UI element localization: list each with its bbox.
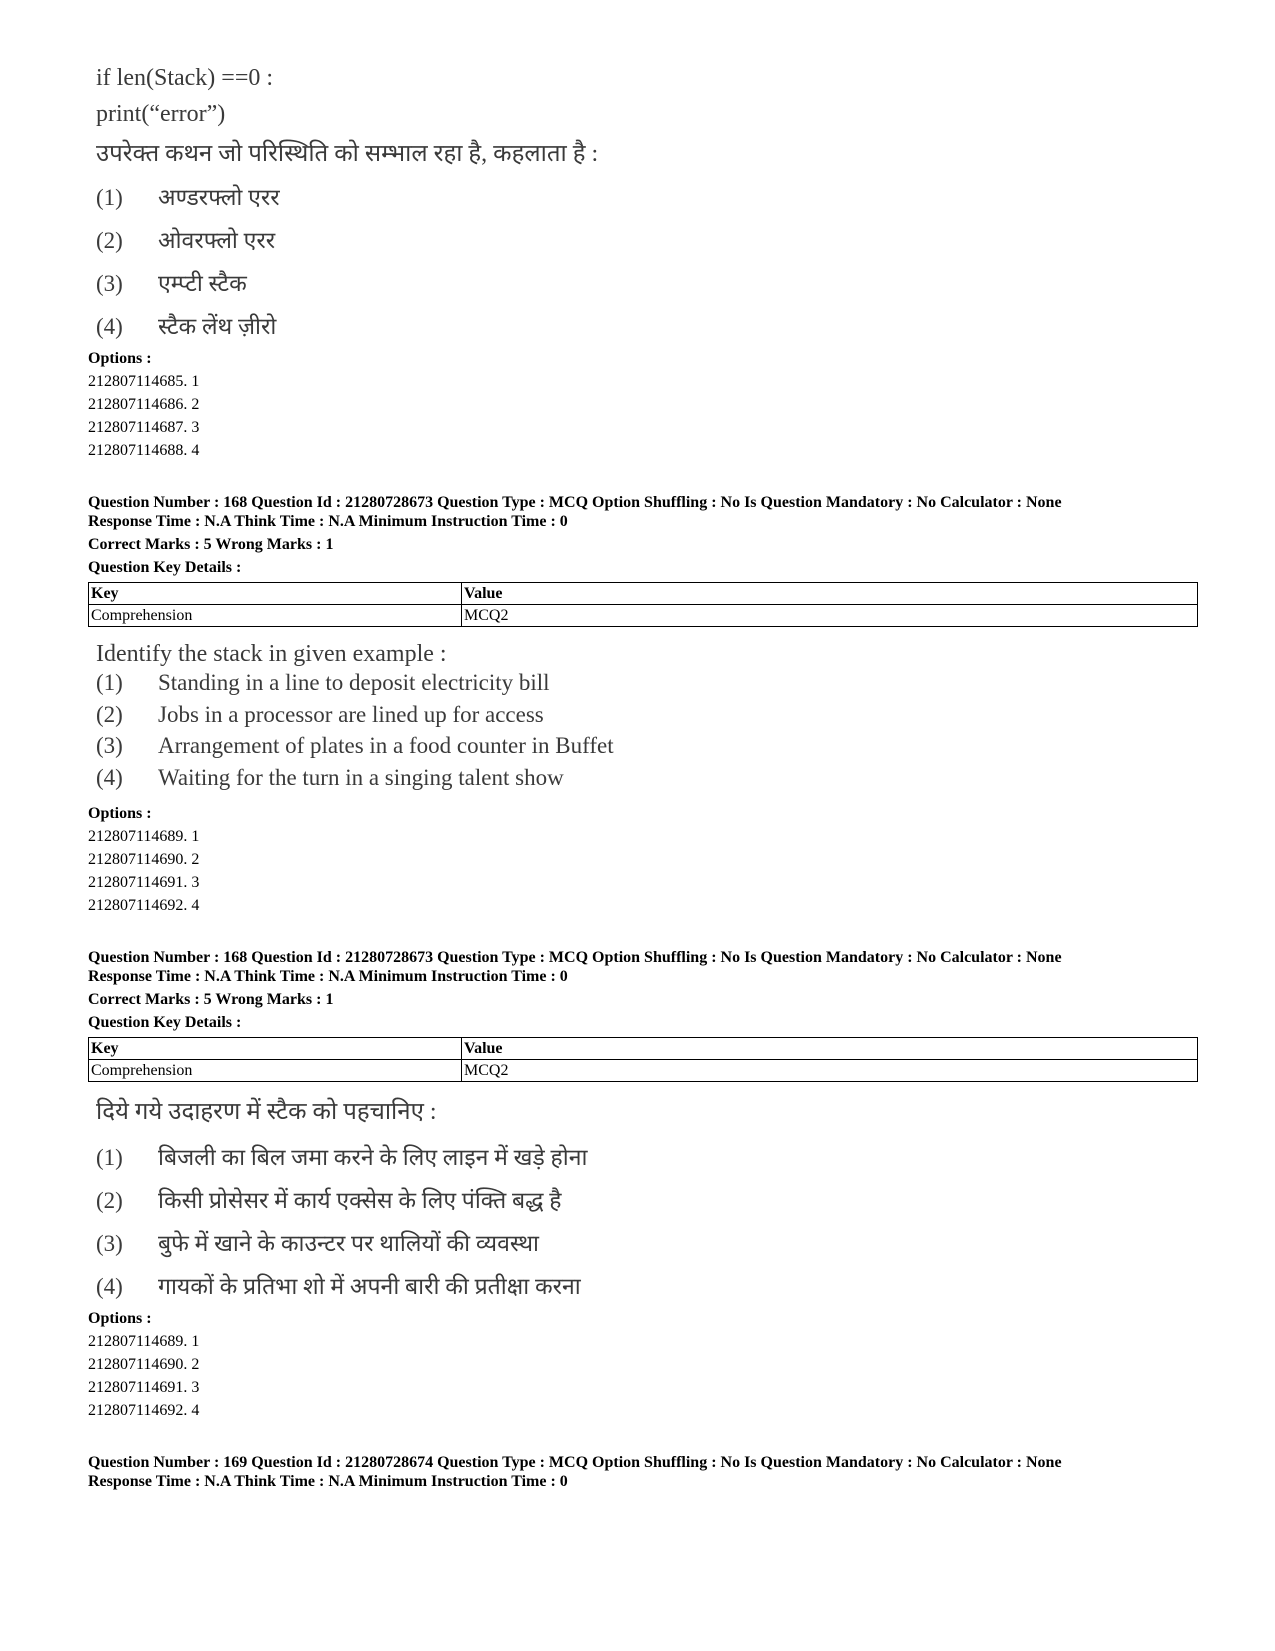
- question-meta-line-1: Question Number : 169 Question Id : 21280728674 Question Type : MCQ Option Shuffling : No Is Question Mandatory : No Calculator : None: [88, 1454, 1062, 1471]
- options-label: Options :: [88, 1310, 152, 1327]
- choice-2: (2) किसी प्रोसेसर में कार्य एक्सेस के लिए पंक्ति बद्ध है: [96, 1188, 562, 1213]
- marks-line: Correct Marks : 5 Wrong Marks : 1: [88, 991, 334, 1008]
- marks-line: Correct Marks : 5 Wrong Marks : 1: [88, 536, 334, 553]
- table-cell-value: MCQ2: [462, 605, 1198, 627]
- choice-1: (1) बिजली का बिल जमा करने के लिए लाइन में खड़े होना: [96, 1145, 588, 1170]
- option-id: 212807114692. 4: [88, 897, 200, 914]
- question-meta-line-1: Question Number : 168 Question Id : 21280728673 Question Type : MCQ Option Shuffling : No Is Question Mandatory : No Calculator : None: [88, 494, 1062, 511]
- question-meta-line-2: Response Time : N.A Think Time : N.A Minimum Instruction Time : 0: [88, 1473, 568, 1490]
- choice-1: (1) अण्डरफ्लो एरर: [96, 185, 280, 210]
- choice-2: (2) ओवरफ्लो एरर: [96, 228, 276, 253]
- options-label: Options :: [88, 805, 152, 822]
- table-header-row: [89, 583, 1198, 605]
- option-id: 212807114691. 3: [88, 1379, 200, 1396]
- choice-4: (4) Waiting for the turn in a singing talent show: [96, 765, 564, 790]
- choice-3: (3) एम्प्टी स्टैक: [96, 271, 247, 296]
- question-text-english: Identify the stack in given example :: [96, 641, 447, 667]
- option-id: 212807114689. 1: [88, 1333, 200, 1350]
- options-label: Options :: [88, 350, 152, 367]
- choice-4: (4) गायकों के प्रतिभा शो में अपनी बारी की प्रतीक्षा करना: [96, 1274, 581, 1299]
- option-id: 212807114688. 4: [88, 442, 200, 459]
- question-text-hindi-1: उपरेक्त कथन जो परिस्थिति को सम्भाल रहा है, कहलाता है :: [96, 141, 599, 167]
- table-header-key: Key: [89, 1038, 462, 1060]
- key-details-table: [88, 582, 1198, 627]
- table-cell-key: Comprehension: [89, 605, 462, 627]
- option-id: 212807114690. 2: [88, 1356, 200, 1373]
- option-id: 212807114685. 1: [88, 373, 200, 390]
- code-line-2: print(“error”): [96, 101, 226, 127]
- key-details-label: Question Key Details :: [88, 559, 242, 576]
- option-id: 212807114691. 3: [88, 874, 200, 891]
- option-id: 212807114689. 1: [88, 828, 200, 845]
- table-header-row: [89, 1038, 1198, 1060]
- choice-2: (2) Jobs in a processor are lined up for access: [96, 702, 544, 727]
- option-id: 212807114687. 3: [88, 419, 200, 436]
- choice-3: (3) Arrangement of plates in a food counter in Buffet: [96, 733, 614, 758]
- table-cell-value: MCQ2: [462, 1060, 1198, 1082]
- option-id: 212807114686. 2: [88, 396, 200, 413]
- question-text-hindi-2: दिये गये उदाहरण में स्टैक को पहचानिए :: [96, 1099, 437, 1125]
- question-meta-line-2: Response Time : N.A Think Time : N.A Minimum Instruction Time : 0: [88, 968, 568, 985]
- choice-4: (4) स्टैक लेंथ ज़ीरो: [96, 314, 277, 339]
- key-details-table: [88, 1037, 1198, 1082]
- key-details-label: Question Key Details :: [88, 1014, 242, 1031]
- table-header-key: Key: [89, 583, 462, 605]
- table-header-value: Value: [462, 1038, 1198, 1060]
- code-line-1: if len(Stack) ==0 :: [96, 65, 274, 91]
- table-header-value: Value: [462, 583, 1198, 605]
- choice-1: (1) Standing in a line to deposit electricity bill: [96, 670, 550, 695]
- question-meta-line-2: Response Time : N.A Think Time : N.A Minimum Instruction Time : 0: [88, 513, 568, 530]
- choice-3: (3) बुफे में खाने के काउन्टर पर थालियों की व्यवस्था: [96, 1231, 539, 1256]
- option-id: 212807114690. 2: [88, 851, 200, 868]
- option-id: 212807114692. 4: [88, 1402, 200, 1419]
- table-row: [89, 1060, 1198, 1082]
- table-row: [89, 605, 1198, 627]
- question-meta-line-1: Question Number : 168 Question Id : 21280728673 Question Type : MCQ Option Shuffling : No Is Question Mandatory : No Calculator : None: [88, 949, 1062, 966]
- table-cell-key: Comprehension: [89, 1060, 462, 1082]
